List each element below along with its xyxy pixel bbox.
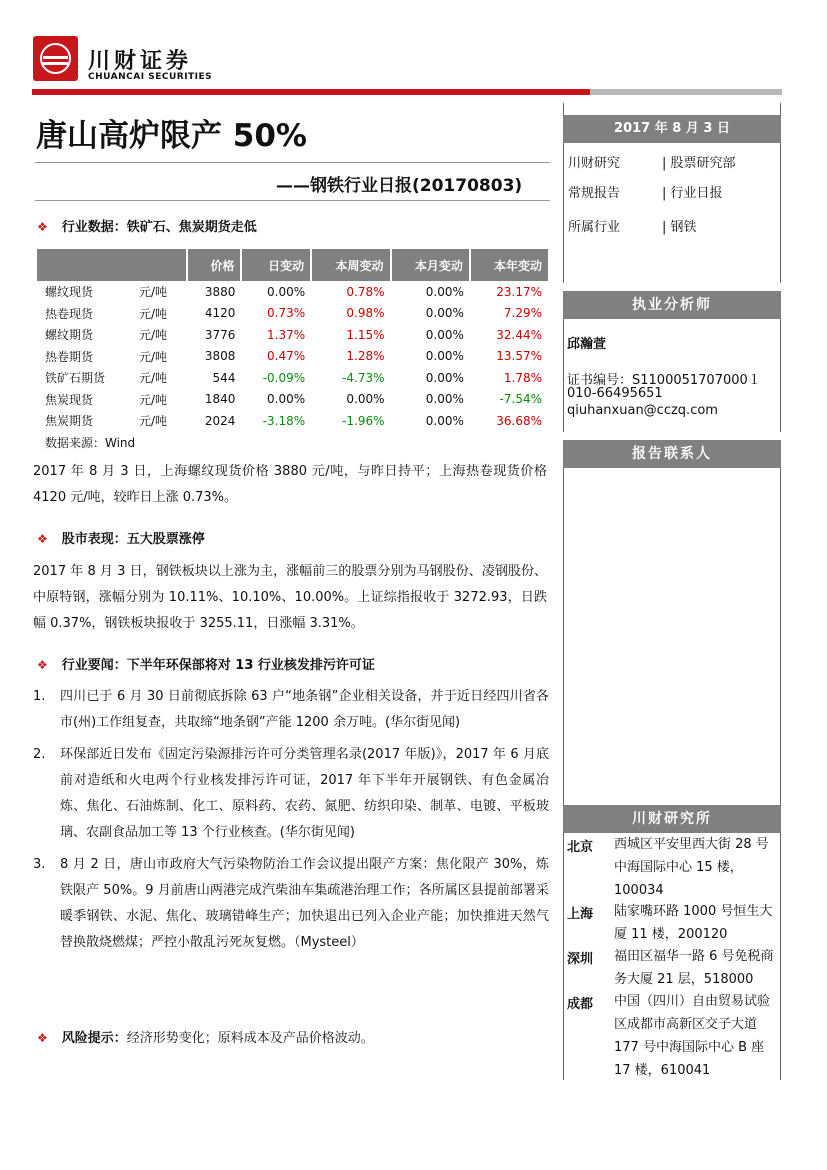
- table-header: 本年变动: [470, 249, 548, 281]
- report-subtitle: ——钢铁行业日报(20170803): [276, 176, 523, 196]
- table-cell-day: 1.37%: [267, 327, 306, 342]
- list-item: [33, 742, 549, 846]
- info-value: | 钢铁: [662, 220, 697, 235]
- table-cell-year: 1.78%: [503, 370, 542, 385]
- table-cell-price: 1840: [204, 392, 236, 407]
- info-label: 川财研究: [568, 156, 621, 171]
- office-address: 中国（四川）自由贸易试验区成都市高新区交子大道 177 号中海国际中心 B 座 17 楼，610041: [614, 994, 771, 1078]
- table-row: [37, 303, 548, 325]
- table-cell-day: 0.00%: [267, 392, 306, 407]
- office-address: 福田区福华一路 6 号免税商务大厦 21 层，518000: [614, 949, 774, 987]
- diamond-bullet-icon: ❖: [37, 532, 48, 546]
- table-cell-week: 1.15%: [346, 327, 385, 342]
- table-cell-day: -0.09%: [262, 370, 306, 385]
- list-item: [33, 852, 549, 956]
- table-row: [37, 410, 548, 432]
- table-header: [37, 249, 129, 281]
- table-cell-unit: 元/吨: [139, 285, 168, 300]
- table-cell-day: 0.00%: [267, 284, 306, 299]
- office-city: 上海: [567, 907, 594, 922]
- table-cell-month: 0.00%: [425, 327, 464, 342]
- news-list: [33, 684, 549, 956]
- table-cell-unit: 元/吨: [139, 392, 168, 407]
- table-header: [129, 249, 187, 281]
- diamond-bullet-icon: ❖: [37, 220, 48, 234]
- info-value: | 行业日报: [662, 186, 723, 201]
- brand-name-cn: 川财证券: [88, 49, 193, 74]
- title-divider: [35, 162, 550, 163]
- report-date: 2017 年 8 月 3 日: [563, 115, 781, 143]
- list-item-text: 8 月 2 日，唐山市政府大气污染物防治工作会议提出限产方案：焦化限产 30%，炼铁限产 50%。9 月前唐山两港完成汽柴油车集疏港治理工作；各所属区县提前部署采暖季钢铁、水泥、焦化、玻璃错峰生产；加快退出已列入企业产能；加快推进天然气替换散烧燃煤；严控小散乱污死灰复燃。（Mysteel）: [60, 857, 549, 950]
- list-item-number: 2.: [33, 747, 46, 762]
- list-item-text: 环保部近日发布《固定污染源排污许可分类管理名录(2017 年版)》，2017 年 6 月底前对造纸和火电两个行业核发排污许可证，2017 年下半年开展钢铁、有色金属冶炼、焦化、石油炼制、化工、原料药、农药、氮肥、纺织印染、制革、电镀、平板玻璃、农副食品加工等 13 个行业核查。(华尔街见闻): [60, 747, 549, 840]
- office-city: 成都: [567, 997, 594, 1012]
- table-row: [37, 346, 548, 368]
- table-cell-price: 3808: [204, 349, 236, 364]
- table-cell-month: 0.00%: [425, 370, 464, 385]
- risk-warning: ❖ 风险提示：经济形势变化；原料成本及产品价格波动。: [37, 1031, 374, 1046]
- table-row: [37, 389, 548, 411]
- analyst-name: 邱瀚萱: [567, 337, 607, 352]
- table-cell-price: 3880: [204, 284, 236, 299]
- table-row: [37, 367, 548, 389]
- table-cell-price: 3776: [204, 327, 236, 342]
- table-cell-name: 铁矿石期货: [45, 371, 106, 386]
- table-cell-week: -1.96%: [342, 413, 385, 428]
- table-cell-name: 焦炭现货: [45, 392, 94, 407]
- table-cell-year: -7.54%: [499, 392, 542, 407]
- data-source: 数据来源：Wind: [45, 436, 136, 450]
- table-row: [37, 281, 548, 303]
- table-cell-month: 0.00%: [425, 306, 464, 321]
- list-item: [33, 684, 549, 736]
- office-address: 西城区平安里西大街 28 号中海国际中心 15 楼，100034: [614, 837, 769, 898]
- industry-data-paragraph: 2017 年 8 月 3 日，上海螺纹现货价格 3880 元/吨，与昨日持平；上海热卷现货价格 4120 元/吨，较昨日上涨 0.73%。: [33, 464, 547, 505]
- table-cell-unit: 元/吨: [139, 349, 168, 364]
- table-cell-month: 0.00%: [425, 413, 464, 428]
- contact-heading: 报告联系人: [563, 440, 781, 468]
- table-cell-week: 0.00%: [346, 392, 385, 407]
- table-cell-unit: 元/吨: [139, 306, 168, 321]
- table-header: 本月变动: [391, 249, 470, 281]
- table-header-row: [37, 249, 548, 281]
- analyst-email[interactable]: qiuhanxuan@cczq.com: [567, 403, 718, 418]
- office-address: 陆家嘴环路 1000 号恒生大厦 11 楼，200120: [614, 904, 773, 942]
- info-value: | 股票研究部: [662, 156, 736, 171]
- table-header: 日变动: [241, 249, 311, 281]
- table-cell-day: 0.47%: [267, 349, 306, 364]
- section-heading-industry-data: ❖ 行业数据：铁矿石、焦炭期货走低: [37, 220, 257, 235]
- price-table: [37, 249, 548, 432]
- table-cell-month: 0.00%: [425, 392, 464, 407]
- table-row: [37, 324, 548, 346]
- table-cell-price: 544: [212, 370, 236, 385]
- list-item-number: 1.: [33, 689, 46, 704]
- table-cell-unit: 元/吨: [139, 328, 168, 343]
- table-cell-name: 热卷期货: [45, 349, 94, 364]
- table-cell-day: -3.18%: [262, 413, 306, 428]
- table-cell-price: 4120: [204, 306, 236, 321]
- table-cell-year: 7.29%: [503, 306, 542, 321]
- table-cell-year: 32.44%: [496, 327, 542, 342]
- header-divider-gray: [590, 89, 782, 95]
- table-cell-unit: 元/吨: [139, 414, 168, 429]
- report-title: 唐山高炉限产 50%: [36, 118, 307, 154]
- office-city: 深圳: [567, 952, 594, 967]
- table-header: 本周变动: [311, 249, 390, 281]
- diamond-bullet-icon: ❖: [37, 658, 48, 672]
- list-item-text: 四川已于 6 月 30 日前彻底拆除 63 户“地条钢”企业相关设备，并于近日经四川省各市(州)工作组复查，共取缔“地条钢”产能 1200 余万吨。(华尔街见闻): [60, 689, 549, 730]
- table-cell-week: 0.78%: [346, 284, 385, 299]
- company-logo: [33, 36, 78, 81]
- list-item-number: 3.: [33, 857, 46, 872]
- diamond-bullet-icon: ❖: [37, 1031, 48, 1045]
- brand-name-en: CHUANCAI SECURITIES: [88, 72, 213, 82]
- table-cell-price: 2024: [204, 413, 236, 428]
- office-city: 北京: [567, 840, 594, 855]
- table-cell-name: 热卷现货: [45, 306, 94, 321]
- table-cell-week: 1.28%: [346, 349, 385, 364]
- table-cell-year: 23.17%: [496, 284, 542, 299]
- contact-box: [563, 468, 781, 805]
- table-cell-month: 0.00%: [425, 284, 464, 299]
- section-heading-news: ❖ 行业要闻：下半年环保部将对 13 行业核发排污许可证: [37, 658, 375, 673]
- info-label: 所属行业: [568, 220, 621, 235]
- analyst-heading: 执业分析师: [563, 291, 781, 319]
- table-cell-name: 螺纹现货: [45, 285, 94, 300]
- table-cell-unit: 元/吨: [139, 371, 168, 386]
- section-heading-market: ❖ 股市表现：五大股票涨停: [37, 532, 205, 547]
- table-cell-name: 焦炭期货: [45, 414, 94, 429]
- info-label: 常规报告: [568, 186, 621, 201]
- table-cell-day: 0.73%: [267, 306, 306, 321]
- analyst-cert: 证书编号：S1100051707000１: [567, 373, 761, 388]
- institute-heading: 川财研究所: [563, 805, 781, 833]
- subtitle-divider: [35, 200, 550, 201]
- analyst-phone: 010-66495651: [567, 386, 663, 401]
- table-cell-week: 0.98%: [346, 306, 385, 321]
- market-paragraph: 2017 年 8 月 3 日，钢铁板块以上涨为主，涨幅前三的股票分别为马钢股份、凌钢股份、中原特钢，涨幅分别为 10.11%、10.10%、10.00%。上证综指报收于 3272.93，日跌幅 0.37%，钢铁板块报收于 3255.11，日涨幅 3.31%。: [33, 564, 547, 631]
- table-cell-name: 螺纹期货: [45, 328, 94, 343]
- table-header: 价格: [187, 249, 241, 281]
- table-cell-week: -4.73%: [342, 370, 385, 385]
- table-cell-month: 0.00%: [425, 349, 464, 364]
- table-cell-year: 36.68%: [496, 413, 542, 428]
- table-cell-year: 13.57%: [496, 349, 542, 364]
